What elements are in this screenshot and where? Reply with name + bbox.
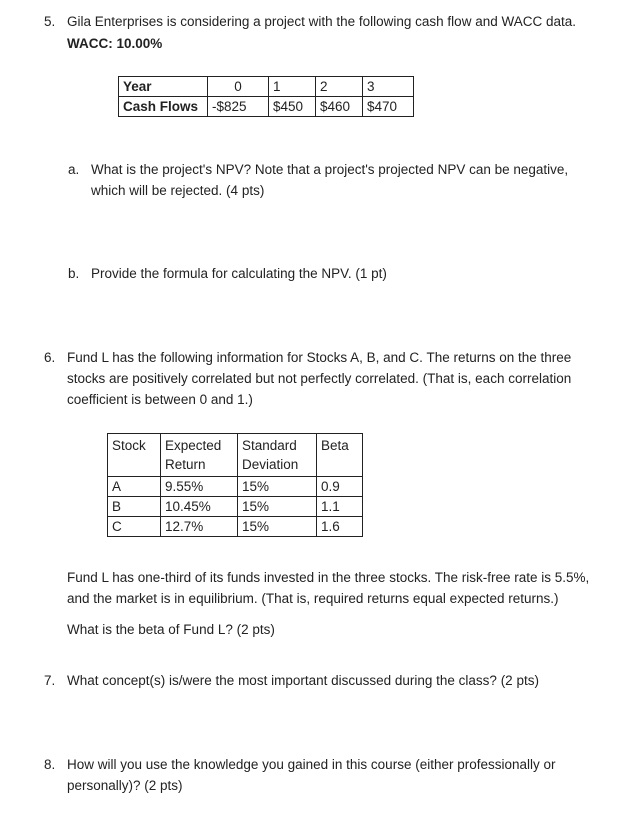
q8-line1: How will you use the knowledge you gained in this course (either professionally or [67,757,556,772]
cash-flow-cell: -$825 [208,97,269,117]
year-cell: 0 [208,77,269,97]
q5b-label: b. [68,266,80,281]
q6-para-line2: and the market is in equilibrium. (That is, required returns equal expected returns.) [67,591,559,606]
q7-text: What concept(s) is/were the most important discussed during the class? (2 pts) [67,673,539,688]
table-row [119,77,414,97]
header-beta: Beta [317,434,363,477]
year-cell: 3 [363,77,414,97]
return-cell: 9.55% [161,477,238,497]
beta-cell: 1.6 [317,517,363,537]
cash-flow-cell: $470 [363,97,414,117]
table-header-row [108,434,363,477]
cash-flow-table [118,76,414,117]
return-cell: 10.45% [161,497,238,517]
deviation-cell: 15% [238,477,317,497]
q5b-text: Provide the formula for calculating the NPV. (1 pt) [91,266,387,281]
q5a-line2: which will be rejected. (4 pts) [91,183,265,198]
q6-para-line1: Fund L has one-third of its funds invested in the three stocks. The risk-free rate is 5.5%, [67,570,590,585]
q5-text: Gila Enterprises is considering a project with the following cash flow and WACC data. [67,14,576,29]
q8-line2: personally)? (2 pts) [67,778,183,793]
year-cell: 2 [316,77,363,97]
deviation-cell: 15% [238,497,317,517]
stock-cell: A [108,477,161,497]
q6-number: 6. [44,350,56,365]
header-stock: Stock [108,434,161,477]
cash-flow-cell: $460 [316,97,363,117]
q5-number: 5. [44,14,56,29]
stock-cell: B [108,497,161,517]
deviation-cell: 15% [238,517,317,537]
year-cell: 1 [269,77,316,97]
cash-flows-label: Cash Flows [119,97,208,117]
q7-number: 7. [44,673,56,688]
header-standard-deviation: Standard Deviation [238,434,317,477]
year-label: Year [119,77,208,97]
q6-question: What is the beta of Fund L? (2 pts) [67,622,275,637]
beta-cell: 0.9 [317,477,363,497]
q6-line1: Fund L has the following information for Stocks A, B, and C. The returns on the three [67,350,572,365]
q5-wacc: WACC: 10.00% [67,36,163,51]
stock-cell: C [108,517,161,537]
q5a-line1: What is the project's NPV? Note that a project's projected NPV can be negative, [91,162,569,177]
header-expected-return: Expected Return [161,434,238,477]
table-row [108,477,363,497]
beta-cell: 1.1 [317,497,363,517]
q8-number: 8. [44,757,56,772]
stock-table [107,433,363,537]
q5a-label: a. [68,162,80,177]
return-cell: 12.7% [161,517,238,537]
table-row [108,497,363,517]
table-row [108,517,363,537]
cash-flow-cell: $450 [269,97,316,117]
q6-line2: stocks are positively correlated but not perfectly correlated. (That is, each correlation [67,371,572,386]
table-row [119,97,414,117]
q6-line3: coefficient is between 0 and 1.) [67,392,253,407]
